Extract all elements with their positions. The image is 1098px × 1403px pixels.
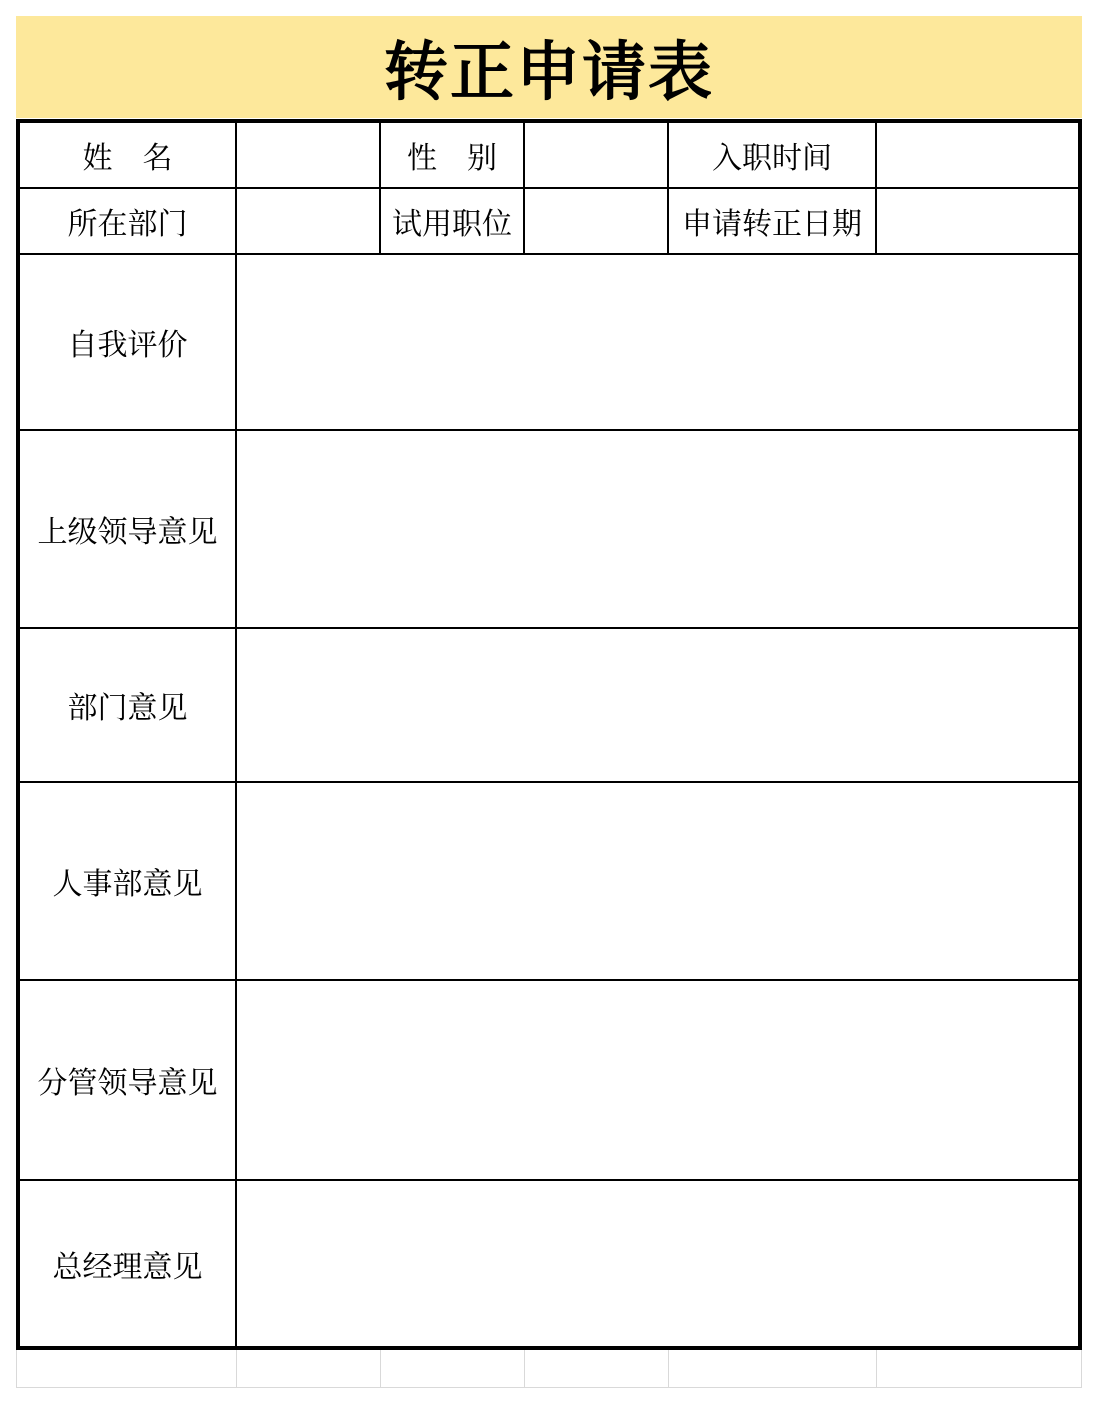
label-supervisor-opinion: 上级领导意见 (37, 515, 218, 550)
label-department-opinion: 部门意见 (67, 691, 188, 726)
gridline (876, 1350, 877, 1387)
label-probation-position: 试用职位 (392, 207, 512, 242)
division-leader-opinion-field[interactable] (237, 981, 1078, 1179)
department-field[interactable] (237, 189, 379, 253)
form-title: 转正申请表 (384, 36, 714, 110)
label-department: 所在部门 (67, 207, 188, 242)
label-confirmation-date: 申请转正日期 (682, 207, 862, 242)
label-self-evaluation: 自我评价 (67, 328, 188, 363)
gridline (524, 1350, 525, 1387)
probation-position-field[interactable] (525, 189, 667, 253)
label-general-manager-opinion: 总经理意见 (52, 1249, 203, 1285)
label-name: 姓 名 (82, 141, 173, 176)
supervisor-opinion-field[interactable] (237, 431, 1078, 627)
label-gender: 性 别 (407, 141, 497, 176)
application-form (16, 119, 1082, 1350)
gridline (668, 1350, 669, 1387)
gridline (236, 1350, 237, 1387)
confirmation-date-field[interactable] (877, 189, 1078, 253)
label-division-leader-opinion: 分管领导意见 (37, 1066, 218, 1101)
name-field[interactable] (237, 123, 379, 187)
title-bar (16, 16, 1082, 118)
department-opinion-field[interactable] (237, 629, 1078, 781)
label-hr-opinion: 人事部意见 (52, 867, 203, 902)
self-evaluation-field[interactable] (237, 255, 1078, 429)
gridline (380, 1350, 381, 1387)
general-manager-opinion-field[interactable] (237, 1181, 1078, 1346)
hire-date-field[interactable] (877, 123, 1078, 187)
hr-opinion-field[interactable] (237, 783, 1078, 979)
empty-spreadsheet-row (16, 1350, 1082, 1388)
label-hire-date: 入职时间 (712, 141, 832, 176)
gender-field[interactable] (525, 123, 667, 187)
